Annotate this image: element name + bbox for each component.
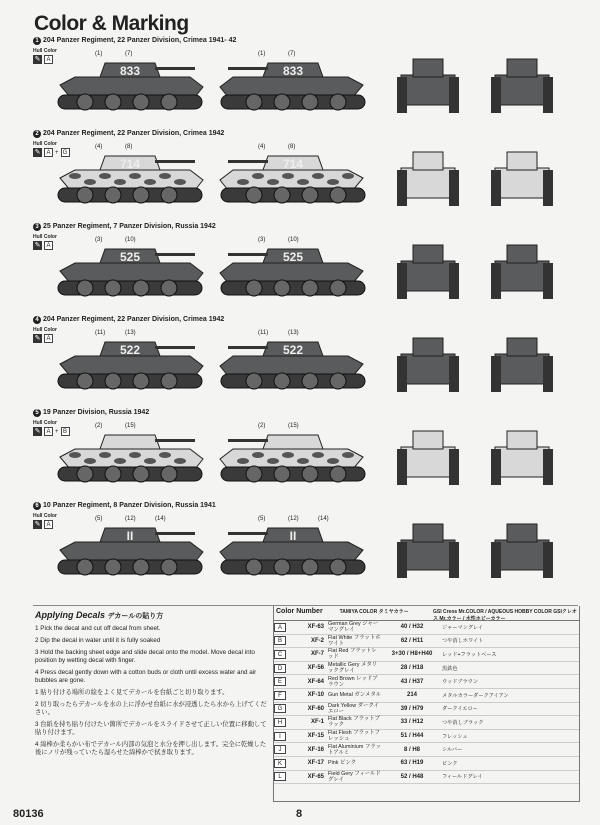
decal-callout: (12) — [125, 516, 136, 522]
turret-number: II — [126, 529, 134, 543]
decal-callout: (7) — [125, 51, 133, 57]
color-name: Gun Metal ガンメタル — [328, 692, 382, 699]
decal-callout: (4) — [258, 144, 266, 150]
decal-callout: (8) — [125, 144, 133, 150]
color-letter: E — [274, 677, 286, 686]
scheme-number: 3 — [33, 223, 41, 231]
color-name: Flat Aluminium フラットアルミ — [328, 743, 381, 756]
turret-number: 525 — [282, 250, 304, 264]
tank-side-view-right — [218, 510, 368, 580]
color-row — [274, 703, 579, 717]
scheme-title-text: 19 Panzer Division, Russia 1942 — [43, 409, 150, 416]
scheme-title — [33, 130, 224, 138]
brush-icon: ✎ — [34, 242, 41, 249]
applying-decals-box — [33, 606, 268, 806]
gsi-code: 39 / H79 — [400, 705, 424, 712]
scheme-title — [33, 37, 236, 45]
color-row — [274, 635, 579, 649]
scheme-title — [33, 409, 149, 417]
color-name: Flat Black フラットブラック — [328, 716, 380, 729]
color-table-header — [274, 606, 579, 621]
turret-number: 714 — [119, 157, 141, 171]
tamiya-code: XF-64 — [307, 678, 324, 685]
decal-step: 3 Hold the backing sheet edge and slide decal onto the model. Move decal into position by wetting decal with finger. — [35, 649, 255, 664]
hull-swatches — [33, 241, 53, 250]
tamiya-code: XF-1 — [310, 719, 324, 726]
decal-callout: (5) — [95, 516, 103, 522]
turret-number: II — [289, 529, 297, 543]
decal-callout: (15) — [288, 423, 299, 429]
scheme-title-text: 204 Panzer Regiment, 22 Panzer Division, Crimea 1942 — [43, 130, 225, 137]
decals-title: Applying Decals デカールの貼り方 — [35, 610, 164, 620]
tank-side-view-right — [218, 417, 368, 487]
color-letter: J — [274, 745, 286, 754]
brush-icon: ✎ — [34, 428, 41, 435]
tamiya-code: XF-7 — [310, 651, 324, 658]
color-row — [274, 675, 579, 689]
tank-rear-view — [487, 512, 557, 582]
decal-step: 2 切り取ったらデカールを水の上に浮かせ台紙に水が浸透したら水から上げてください。 — [35, 701, 267, 716]
gsi-name: ピンク — [442, 760, 458, 767]
turret-number: 714 — [282, 157, 304, 171]
brush-icon: ✎ — [34, 335, 41, 342]
col-gsi: GSI Creos Mr.COLOR / AQUEOUS HOBBY COLOR GSIクレオス Mr.カラー / 水性ホビーカラー — [432, 609, 577, 622]
hull-swatches — [33, 520, 53, 529]
gsi-name: つや消しホワイト — [442, 638, 484, 645]
tank-front-view — [393, 326, 463, 396]
color-row — [274, 689, 579, 703]
decal-step: 1 Pick the decal and cut off decal from sheet. — [35, 625, 161, 632]
turret-number: 833 — [282, 64, 304, 78]
gsi-code: 3+30 / H8+H40 — [391, 651, 433, 658]
tamiya-code: XF-63 — [307, 624, 324, 631]
scheme-number: 4 — [33, 316, 41, 324]
tamiya-code: XF-60 — [307, 705, 324, 712]
decal-callout: (2) — [258, 423, 266, 429]
gsi-name: メタルカラーダークアイアン — [442, 692, 509, 699]
scheme-title-text: 10 Panzer Regiment, 8 Panzer Division, Russia 1941 — [43, 502, 216, 509]
tank-side-view-left — [55, 324, 205, 394]
product-code: 80136 — [13, 808, 44, 820]
scheme-title-text: 204 Panzer Regiment, 22 Panzer Division, Crimea 1941- 42 — [43, 37, 237, 44]
color-table — [273, 606, 580, 802]
tank-rear-view — [487, 140, 557, 210]
color-row — [274, 621, 579, 635]
color-letter: I — [274, 732, 286, 741]
color-name: German Grey ジャーマングレイ — [328, 621, 379, 634]
color-row — [274, 730, 579, 744]
gsi-name: 黒鉄色 — [442, 665, 458, 672]
decal-callout: (15) — [125, 423, 136, 429]
color-letter: H — [274, 718, 286, 727]
color-swatch: A — [44, 334, 53, 343]
gsi-code: 52 / H48 — [400, 773, 424, 780]
color-swatch: A — [44, 520, 53, 529]
color-letter: L — [274, 772, 286, 781]
color-swatch: A — [44, 427, 53, 436]
plus-sign: + — [55, 428, 59, 435]
hull-color-label: Hull Color — [33, 234, 57, 240]
tank-side-view-right — [218, 231, 368, 301]
plus-sign: + — [55, 149, 59, 156]
tank-side-view-left — [55, 138, 205, 208]
color-name: Flat Flesh フラットフレッシュ — [328, 730, 380, 743]
decal-callout: (14) — [155, 516, 166, 522]
color-row — [274, 757, 579, 771]
gsi-code: 51 / H44 — [400, 733, 424, 740]
tank-front-view — [393, 140, 463, 210]
gsi-name: ダークイエロー — [442, 706, 478, 713]
tamiya-code: XF-16 — [307, 746, 324, 753]
turret-number: 525 — [119, 250, 141, 264]
scheme-title-text: 25 Panzer Regiment, 7 Panzer Division, Russia 1942 — [43, 223, 216, 230]
gsi-code: 214 — [406, 692, 417, 699]
decal-callout: (5) — [258, 516, 266, 522]
decal-callout: (8) — [288, 144, 296, 150]
gsi-code: 8 / H8 — [403, 746, 420, 753]
tamiya-code: XF-17 — [307, 760, 324, 767]
decal-callout: (3) — [95, 237, 103, 243]
tank-front-view — [393, 233, 463, 303]
gsi-code: 40 / H32 — [400, 624, 424, 631]
scheme-title — [33, 502, 216, 510]
gsi-name: フレッシュ — [442, 733, 468, 740]
brush-icon: ✎ — [34, 149, 41, 156]
color-swatch: A — [44, 148, 53, 157]
tank-rear-view — [487, 233, 557, 303]
decal-callout: (4) — [95, 144, 103, 150]
color-name: Field Gery フィールドグレイ — [328, 770, 381, 783]
gsi-code: 63 / H19 — [400, 760, 424, 767]
color-swatch: B — [61, 427, 70, 436]
brush-icon: ✎ — [34, 521, 41, 528]
color-letter: F — [274, 691, 286, 700]
gsi-name: フィールドグレイ — [442, 774, 483, 781]
color-name: Pink ピンク — [328, 760, 357, 767]
gsi-name: レッド+フラットベース — [442, 651, 497, 658]
decal-callout: (1) — [258, 51, 266, 57]
hull-color-label: Hull Color — [33, 48, 57, 54]
tank-front-view — [393, 512, 463, 582]
page-number: 8 — [296, 808, 303, 820]
decal-callout: (11) — [258, 330, 269, 336]
hull-color-label: Hull Color — [33, 141, 57, 147]
tank-side-view-right — [218, 138, 368, 208]
color-row — [274, 662, 579, 676]
color-letter: G — [274, 704, 286, 713]
gsi-name: ウッドブラウン — [442, 679, 479, 686]
color-swatch: A — [44, 241, 53, 250]
tank-front-view — [393, 419, 463, 489]
decal-callout: (10) — [288, 237, 299, 243]
decal-callout: (14) — [318, 516, 329, 522]
tank-side-view-right — [218, 45, 368, 115]
color-letter: D — [274, 664, 286, 673]
color-swatch: A — [44, 55, 53, 64]
tank-side-view-left — [55, 231, 205, 301]
tank-rear-view — [487, 326, 557, 396]
decal-callout: (1) — [95, 51, 103, 57]
tank-side-view-left — [55, 510, 205, 580]
gsi-name: つや消しブラック — [442, 719, 484, 726]
gsi-code: 43 / H37 — [400, 678, 424, 685]
hull-color-label: Hull Color — [33, 327, 57, 333]
decal-step: 1 貼り付ける場所の絵をよく見てデカールを台紙ごと切り取ります。 — [35, 689, 229, 696]
color-name: Flat Red フラットレッド — [328, 648, 377, 661]
hull-color-label: Hull Color — [33, 420, 57, 426]
decal-callout: (13) — [125, 330, 136, 336]
decal-callout: (10) — [125, 237, 136, 243]
tamiya-code: XF-10 — [307, 692, 324, 699]
tamiya-code: XF-2 — [310, 637, 324, 644]
color-letter: C — [274, 650, 286, 659]
col-color-number: Color Number — [276, 608, 323, 615]
brush-icon: ✎ — [34, 56, 41, 63]
scheme-number: 6 — [33, 502, 41, 510]
tank-front-view — [393, 47, 463, 117]
decal-step: 3 台紙を持ち貼り付けたい箇所でデカールをスライドさせて正しい位置に移動して貼り付けます。 — [35, 721, 267, 736]
gsi-code: 28 / H18 — [400, 665, 424, 672]
decal-callout: (13) — [288, 330, 299, 336]
bottom-section — [33, 605, 578, 806]
page-title: Color & Marking — [34, 12, 189, 35]
color-name: Flat White フラットホワイト — [328, 634, 381, 647]
hull-swatches — [33, 55, 53, 64]
tank-side-view-left — [55, 417, 205, 487]
decal-callout: (3) — [258, 237, 266, 243]
color-letter: A — [274, 623, 286, 632]
gsi-name: シルバー — [442, 747, 463, 754]
color-row — [274, 648, 579, 662]
gsi-code: 62 / H11 — [400, 637, 424, 644]
turret-number: 522 — [282, 343, 304, 357]
color-letter: K — [274, 759, 286, 768]
decal-callout: (12) — [288, 516, 299, 522]
color-row — [274, 771, 579, 785]
color-row — [274, 743, 579, 757]
tank-side-view-left — [55, 45, 205, 115]
decal-callout: (7) — [288, 51, 296, 57]
color-row — [274, 716, 579, 730]
color-letter: B — [274, 636, 286, 645]
tank-rear-view — [487, 47, 557, 117]
color-swatch: G — [61, 148, 70, 157]
gsi-code: 33 / H12 — [400, 719, 424, 726]
turret-number: 522 — [119, 343, 141, 357]
scheme-title — [33, 316, 224, 324]
scheme-number: 1 — [33, 37, 41, 45]
gsi-name: ジャーマングレイ — [442, 624, 484, 631]
tamiya-code: XF-56 — [307, 665, 324, 672]
color-name: Metallic Gery メタリックグレイ — [328, 662, 378, 675]
tamiya-code: XF-65 — [307, 773, 324, 780]
hull-color-label: Hull Color — [33, 513, 57, 519]
scheme-title — [33, 223, 216, 231]
scheme-number: 2 — [33, 130, 41, 138]
tank-side-view-right — [218, 324, 368, 394]
scheme-title-text: 204 Panzer Regiment, 22 Panzer Division, Crimea 1942 — [43, 316, 225, 323]
color-name: Dark Yellow ダークイエロー — [328, 702, 379, 715]
scheme-number: 5 — [33, 409, 41, 417]
tank-rear-view — [487, 419, 557, 489]
color-name: Red Brown レッドブラウン — [328, 675, 378, 688]
col-tamiya: TAMIYA COLOR タミヤカラー — [339, 609, 409, 615]
decal-callout: (2) — [95, 423, 103, 429]
decal-callout: (11) — [95, 330, 106, 336]
decal-step: 4 Press decal gently down with a cotton buds or cloth until excess water and air bubbles are gone. — [35, 669, 257, 684]
decal-step: 4 綿棒か柔らかい布でデカール内部の気泡と水分を押し出します。完全に乾燥した後にノリが残っていたら湿らせた綿棒かで拭き取ります。 — [35, 741, 267, 756]
hull-swatches — [33, 334, 53, 343]
tamiya-code: XF-15 — [307, 733, 324, 740]
decal-step: 2 Dip the decal in water until it is fully soaked — [35, 637, 161, 644]
turret-number: 833 — [119, 64, 141, 78]
